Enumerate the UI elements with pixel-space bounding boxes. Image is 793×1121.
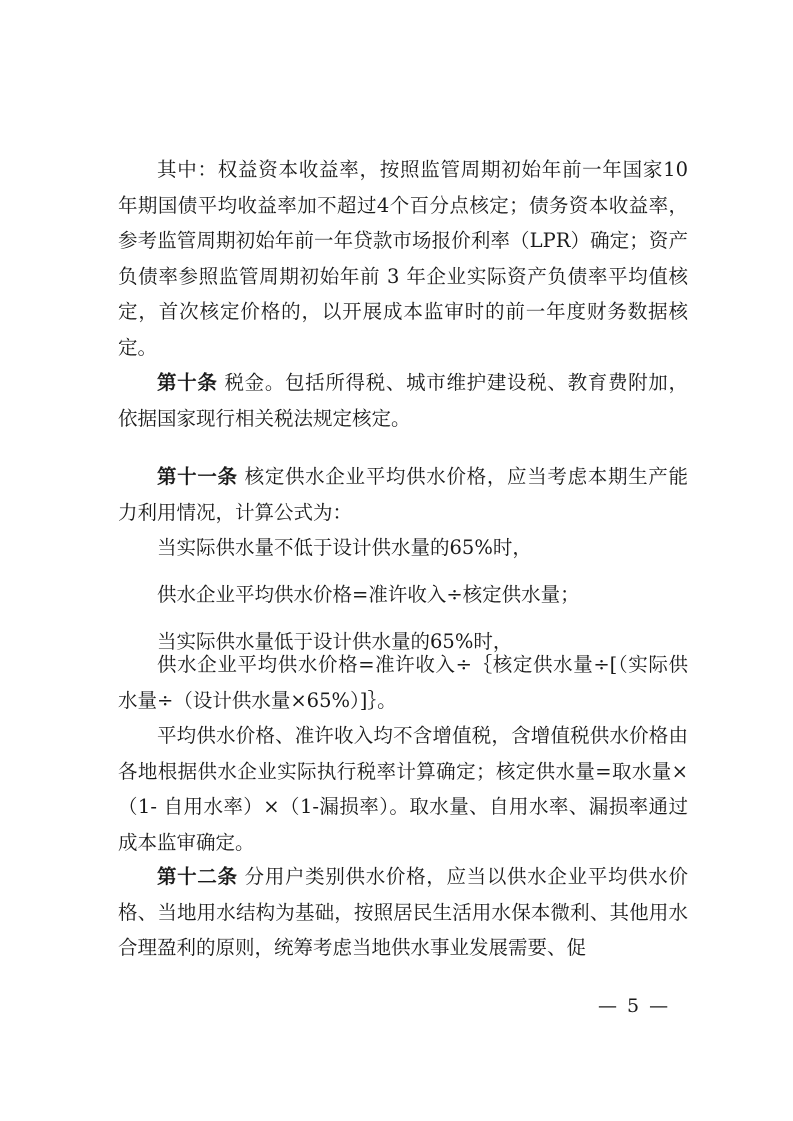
paragraph-article-12 [118,859,688,966]
article-heading: 第十二条 [157,865,238,888]
paragraph-price-notes [118,718,688,860]
paragraph-article-11 [118,459,688,530]
paragraph-formula-high [118,577,688,613]
paragraph-article-10 [118,365,688,436]
paragraph-text: 平均供水价格、准许收入均不含增值税，含增值税供水价格由各地根据供水企业实际执行税率计算确定；核定供水量=取水量×（1- 自用水率）×（1-漏损率）。取水量、自用水率、漏损率通过成本监审确定。 [118,724,688,854]
paragraph-text: 其中：权益资本收益率，按照监管周期初始年前一年国家10年期国债平均收益率加不超过4个百分点核定；债务资本收益率，参考监管周期初始年前一年贷款市场报价利率（LPR）确定；资产负债率参照监管周期初始年前 3 年企业实际资产负债率平均值核定，首次核定价格的，以开展成本监审时的前一年度财务数据核定。 [118,158,688,359]
paragraph-text: 税金。包括所得税、城市维护建设税、教育费附加，依据国家现行相关税法规定核定。 [118,371,688,430]
paragraph-text: 当实际供水量不低于设计供水量的65%时， [157,536,532,559]
article-heading: 第十一条 [157,465,238,488]
paragraph-text: 供水企业平均供水价格=准许收入÷核定供水量； [157,583,580,606]
article-heading: 第十条 [157,371,218,394]
paragraph-text: 分用户类别供水价格，应当以供水企业平均供水价格、当地用水结构为基础，按照居民生活用水保本微利、其他用水合理盈利的原则，统筹考虑当地供水事业发展需要、促 [118,865,688,960]
paragraph-formula-low [118,647,688,718]
paragraph-equity-return [118,152,688,366]
paragraph-text: 供水企业平均供水价格=准许收入÷｛核定供水量÷[（实际供水量÷（设计供水量×65%）]｝。 [118,653,688,712]
paragraph-text: 当实际供水量低于设计供水量的65%时， [157,630,513,653]
paragraph-condition-high [118,530,688,566]
page-number: — 5 — [598,995,671,1017]
paragraph-text: 核定供水企业平均供水价格，应当考虑本期生产能力利用情况，计算公式为： [118,465,688,524]
